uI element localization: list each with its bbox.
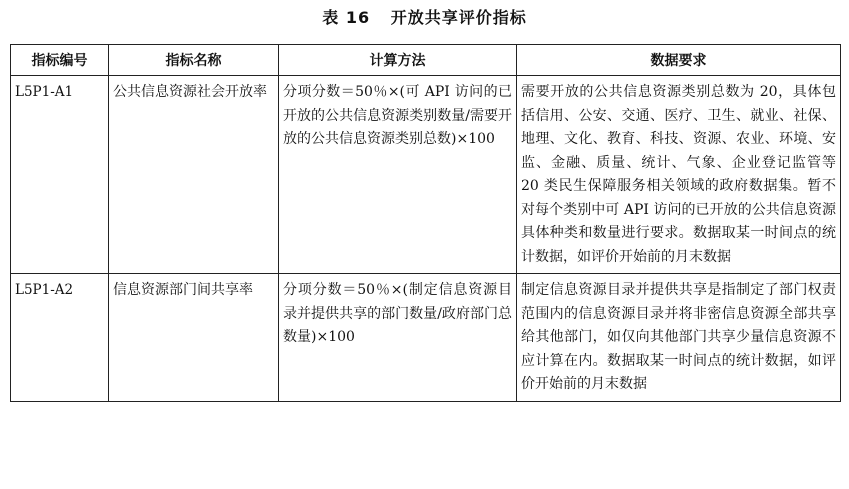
table-number: 表 16 [322, 8, 371, 27]
header-code: 指标编号 [11, 45, 109, 76]
table-row [11, 76, 841, 274]
cell-method: 分项分数＝50％×(可 API 访问的已开放的公共信息资源类别数量/需要开放的公共信息资源类别总数)×100 [279, 76, 517, 274]
cell-method: 分项分数＝50％×(制定信息资源目录并提供共享的部门数量/政府部门总数量)×100 [279, 274, 517, 402]
cell-code: L5P1-A1 [11, 76, 109, 274]
cell-name: 公共信息资源社会开放率 [109, 76, 279, 274]
cell-requirement: 制定信息资源目录并提供共享是指制定了部门权责范围内的信息资源目录并将非密信息资源全部共享给其他部门，如仅向其他部门共享少量信息资源不应计算在内。数据取某一时间点的统计数据，如评价开始前的月末数据 [517, 274, 841, 402]
cell-code: L5P1-A2 [11, 274, 109, 402]
cell-name: 信息资源部门间共享率 [109, 274, 279, 402]
header-method: 计算方法 [279, 45, 517, 76]
cell-requirement: 需要开放的公共信息资源类别总数为 20，具体包括信用、公安、交通、医疗、卫生、就业、社保、地理、文化、教育、科技、资源、农业、环境、安监、金融、质量、统计、气象、企业登记监管等 20 类民生保障服务相关领域的政府数据集。暂不对每个类别中可 API 访问的已开放的公共信息资源具体种类和数量进行要求。数据取某一时间点的统计数据，如评价开始前的月末数据 [517, 76, 841, 274]
table-row [11, 274, 841, 402]
header-requirement: 数据要求 [517, 45, 841, 76]
evaluation-table [10, 44, 841, 402]
table-title: 开放共享评价指标 [390, 8, 527, 27]
table-caption [0, 4, 849, 32]
header-name: 指标名称 [109, 45, 279, 76]
table-header-row [11, 45, 841, 76]
